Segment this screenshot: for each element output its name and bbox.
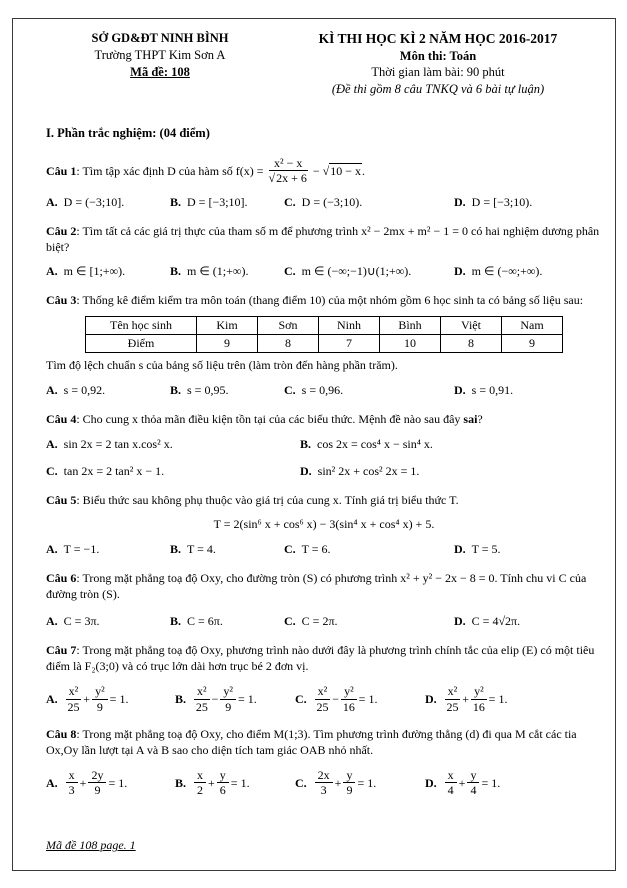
option-a [46, 264, 170, 280]
operator: + [462, 691, 470, 706]
question-5-options [46, 542, 602, 558]
fraction [88, 769, 106, 797]
fraction-numerator: y² [92, 685, 108, 700]
table-cell: 10 [380, 335, 441, 353]
operator: + [79, 775, 87, 790]
table-cell: 8 [441, 335, 502, 353]
option-b [170, 542, 284, 558]
option-label: A. [46, 264, 58, 279]
option-label: C. [295, 691, 307, 706]
option-text: tan 2x = 2 tan² x − 1. [63, 464, 165, 479]
table-cell: Nam [502, 317, 563, 335]
fraction-denominator: 25 [195, 699, 208, 714]
option-c [46, 464, 300, 480]
question-6-label: Câu 6 [46, 570, 77, 585]
question-5-text [46, 493, 602, 509]
question-3-after: Tìm độ lệch chuẩn s của bảng số liệu trên (làm tròn đến hàng phần trăm). [46, 358, 398, 373]
fraction-denominator: 4 [470, 783, 477, 798]
option-text: T = 6. [301, 541, 331, 556]
option-label: D. [425, 775, 437, 790]
option-c [295, 683, 425, 714]
question-4-options-row-1 [46, 437, 602, 453]
fraction-numerator: x² − x [269, 157, 308, 172]
option-text: T = 5. [471, 541, 501, 556]
fraction-numerator: 2x [315, 769, 333, 784]
option-d [454, 383, 602, 399]
option-label: A. [46, 382, 58, 397]
table-cell: Việt [441, 317, 502, 335]
option-text: m ∈ [1;+∞). [63, 264, 126, 279]
option-text: D = [−3;10]. [187, 195, 248, 209]
option-d [454, 614, 602, 630]
fraction-denominator: 25 [67, 699, 80, 714]
option-text: s = 0,92. [63, 382, 106, 397]
fraction-numerator: 2y [88, 769, 106, 784]
table-score-row [86, 335, 563, 353]
fraction-numerator: y [467, 769, 479, 784]
fraction-denominator: 9 [94, 783, 101, 798]
option-text: cos 2x = cos⁴ x − sin⁴ x. [317, 436, 433, 451]
question-1-options [46, 195, 602, 211]
option-label: B. [170, 541, 182, 556]
fraction [194, 769, 206, 797]
question-4-text [46, 412, 602, 428]
radicand: 2x + 6 [276, 171, 307, 186]
table-header-row [86, 317, 563, 335]
option-text: s = 0,96. [301, 382, 344, 397]
option-label: B. [170, 382, 182, 397]
option-label: D. [425, 691, 437, 706]
question-1 [46, 155, 602, 211]
fraction-numerator: y [217, 769, 229, 784]
header [46, 30, 602, 97]
fraction-numerator: x [445, 769, 457, 784]
fraction-denominator: 16 [472, 699, 485, 714]
option-text: C = 4√2π. [471, 614, 521, 629]
question-6-body: : Trong mặt phẳng toạ độ Oxy, cho đường tròn (S) có phương trình x² + y² − 2x − 8 = 0. Tính chu vi C của đường tròn (S). [46, 570, 587, 601]
question-4 [46, 412, 602, 480]
equals-part: = 1. [481, 775, 501, 790]
option-label: B. [175, 691, 187, 706]
operator: − [309, 163, 323, 178]
operator: + [83, 691, 91, 706]
option-c [284, 542, 454, 558]
option-label: D. [454, 264, 466, 279]
table-cell: Ninh [319, 317, 380, 335]
fraction-numerator: x [66, 769, 78, 784]
fraction-denominator: 25 [446, 699, 459, 714]
option-text: m ∈ (1;+∞). [187, 264, 249, 279]
table-cell: 7 [319, 335, 380, 353]
question-4-options-row-2 [46, 464, 602, 480]
table-cell: Điểm [86, 335, 197, 353]
option-a [46, 614, 170, 630]
option-label: D. [454, 541, 466, 556]
fraction-denominator: 25 [316, 699, 329, 714]
option-label: C. [284, 382, 296, 397]
operator: + [208, 775, 215, 790]
question-3-label: Câu 3 [46, 293, 77, 308]
option-label: B. [170, 614, 182, 629]
department-name: SỞ GD&ĐT NINH BÌNH [91, 31, 229, 45]
radical-sign: √ [322, 163, 330, 178]
question-3 [46, 293, 602, 398]
fraction-denominator: 6 [219, 783, 226, 798]
question-3-body: : Thống kê điểm kiểm tra môn toán (thang điểm 10) của một nhóm gồm 6 học sinh ta có bảng số liệu sau: [76, 293, 584, 308]
option-text: C = 2π. [301, 614, 338, 629]
option-label: A. [46, 436, 58, 451]
fraction [467, 769, 479, 797]
question-5 [46, 493, 602, 557]
question-8-text [46, 727, 602, 759]
question-8 [46, 727, 602, 798]
question-5-equation: T = 2(sin⁶ x + cos⁶ x) − 3(sin⁴ x + cos⁴ x) + 5. [213, 517, 435, 532]
fraction [66, 769, 78, 797]
option-c [295, 767, 425, 798]
option-d [454, 195, 602, 211]
option-b [175, 683, 295, 714]
operator: + [458, 775, 466, 790]
equals-part: = 1. [357, 775, 377, 790]
exam-code: Mã đề: 108 [130, 65, 190, 79]
option-text: sin² 2x + cos² 2x = 1. [317, 464, 420, 479]
fraction-numerator: y² [471, 685, 487, 700]
question-7-label: Câu 7 [46, 643, 77, 658]
question-7 [46, 643, 602, 714]
fraction-numerator: x [194, 769, 206, 784]
option-label: A. [46, 614, 58, 629]
fraction [220, 685, 236, 713]
table-cell: Sơn [258, 317, 319, 335]
table-cell: 9 [502, 335, 563, 353]
question-2-text [46, 224, 602, 256]
fraction [445, 685, 461, 713]
fraction [269, 157, 308, 185]
option-c [284, 383, 454, 399]
table-cell: Bình [380, 317, 441, 335]
question-6-text [46, 571, 602, 603]
option-label: B. [170, 264, 182, 279]
option-label: C. [46, 464, 58, 479]
fraction [341, 685, 357, 713]
equals-part: = 1. [109, 691, 129, 706]
fraction-numerator: x² [315, 685, 331, 700]
option-d [454, 542, 602, 558]
option-label: C. [284, 195, 296, 209]
fraction-numerator: y² [220, 685, 236, 700]
question-4-body: : Cho cung x thỏa mãn điều kiện tồn tại của các biểu thức. Mệnh đề nào sau đây [76, 411, 464, 426]
option-label: B. [175, 775, 187, 790]
question-1-intro: : Tìm tập xác định D của hàm số f(x) = [76, 163, 267, 178]
emphasized-word: sai [463, 411, 478, 426]
option-b [175, 767, 295, 798]
option-label: D. [454, 614, 466, 629]
exam-title: KÌ THI HỌC KÌ 2 NĂM HỌC 2016-2017 [318, 31, 558, 46]
question-7-body: : Trong mặt phẳng toạ độ Oxy, phương trình nào dưới đây là phương trình chính tắc của elip (E) có một tiêu điểm là F₂(3;0) và có trục lớn dài hơn trục bé 2 đơn vị. [46, 643, 595, 674]
option-label: A. [46, 691, 58, 706]
option-label: C. [284, 541, 296, 556]
option-label: D. [300, 464, 312, 479]
table-cell: Kim [197, 317, 258, 335]
question-5-label: Câu 5 [46, 493, 77, 508]
option-a [46, 767, 175, 798]
exam-note: (Đề thi gồm 8 câu TNKQ và 6 bài tự luận) [331, 81, 545, 96]
radical-sign: √ [268, 171, 276, 186]
equals-part: = 1. [108, 775, 128, 790]
option-label: A. [46, 541, 58, 556]
equals-part: = 1. [488, 691, 508, 706]
fraction-denominator: 2 [197, 783, 204, 798]
question-3-options [46, 383, 602, 399]
exam-duration: Thời gian làm bài: 90 phút [371, 65, 505, 80]
fraction-numerator: x² [445, 685, 461, 700]
question-8-options [46, 767, 602, 798]
option-label: C. [295, 775, 307, 790]
question-2-options [46, 264, 602, 280]
question-6-options [46, 614, 602, 630]
option-b [300, 437, 602, 453]
option-b [170, 614, 284, 630]
option-text: m ∈ (−∞;−1)∪(1;+∞). [301, 264, 412, 279]
fraction-denominator: 9 [96, 699, 103, 714]
score-table [85, 316, 563, 353]
fraction [471, 685, 487, 713]
page-footer: Mã đề 108 page. 1 [46, 838, 136, 852]
option-d [425, 767, 602, 798]
fraction-denominator: 16 [342, 699, 355, 714]
option-label: D. [454, 382, 466, 397]
fraction [66, 685, 82, 713]
question-8-label: Câu 8 [46, 727, 77, 742]
fraction [315, 769, 333, 797]
period: . [362, 163, 366, 178]
question-4-label: Câu 4 [46, 411, 77, 426]
option-a [46, 195, 170, 211]
question-mark: ? [477, 411, 483, 426]
table-cell: 8 [258, 335, 319, 353]
question-3-text [46, 293, 602, 309]
table-cell: Tên học sinh [86, 317, 197, 335]
school-name: Trường THPT Kim Sơn A [94, 47, 226, 62]
fraction [445, 769, 457, 797]
question-8-body: : Trong mặt phẳng toạ độ Oxy, cho điểm M(1;3). Tìm phương trình đường thẳng (d) đi qua M cắt các tia Ox,Oy lần lượt tại A và B sao cho diện tích tam giác OAB nhỏ nhất. [46, 727, 577, 757]
fraction-denominator: 9 [346, 783, 353, 798]
option-label: A. [46, 195, 58, 209]
page-content [46, 30, 602, 798]
option-text: s = 0,95. [187, 382, 229, 397]
exam-subject: Môn thi: Toán [399, 48, 477, 63]
option-label: B. [300, 436, 312, 451]
equals-part: = 1. [238, 691, 257, 706]
option-b [170, 383, 284, 399]
question-1-label: Câu 1 [46, 163, 77, 178]
section-title: I. Phần trắc nghiệm: (04 điểm) [46, 126, 210, 141]
fraction [343, 769, 355, 797]
fraction-denominator: 4 [447, 783, 454, 798]
option-text: C = 6π. [187, 614, 223, 629]
option-text: m ∈ (−∞;+∞). [471, 264, 543, 279]
fraction-denominator [269, 171, 308, 185]
option-a [46, 542, 170, 558]
fraction-numerator: x² [194, 685, 210, 700]
fraction-denominator: 9 [225, 699, 232, 714]
option-label: B. [170, 195, 182, 209]
option-label: C. [284, 264, 296, 279]
fraction [92, 685, 108, 713]
option-c [284, 264, 454, 280]
fraction-denominator: 3 [320, 783, 327, 798]
option-text: sin 2x = 2 tan x.cos² x. [63, 436, 173, 451]
option-d [300, 464, 602, 480]
table-cell: 9 [197, 335, 258, 353]
fraction-numerator: y [343, 769, 355, 784]
radicand: 10 − x [330, 163, 362, 178]
question-2-label: Câu 2 [46, 223, 77, 238]
operator: + [334, 775, 342, 790]
option-label: C. [284, 614, 296, 629]
option-text: D = (−3;10). [301, 195, 363, 209]
option-label: D. [454, 195, 466, 209]
fraction-numerator: x² [66, 685, 82, 700]
option-text: D = [−3;10). [471, 195, 533, 209]
option-text: T = 4. [187, 541, 216, 556]
option-a [46, 383, 170, 399]
operator: − [211, 691, 219, 706]
fraction-numerator: y² [341, 685, 357, 700]
option-c [284, 614, 454, 630]
option-d [425, 683, 602, 714]
option-text: C = 3π. [63, 614, 100, 629]
option-label: A. [46, 775, 58, 790]
operator: − [332, 691, 340, 706]
option-d [454, 264, 602, 280]
fraction [315, 685, 331, 713]
fraction [217, 769, 229, 797]
question-6 [46, 571, 602, 630]
option-text: s = 0,91. [471, 382, 514, 397]
question-2-body: : Tìm tất cả các giá trị thực của tham số m để phương trình x² − 2mx + m² − 1 = 0 có hai nghiệm dương phân biệt? [46, 223, 600, 254]
option-b [170, 264, 284, 280]
question-7-options [46, 683, 602, 714]
equals-part: = 1. [358, 691, 378, 706]
option-b [170, 195, 284, 211]
option-c [284, 195, 454, 211]
equals-part: = 1. [230, 775, 250, 790]
question-1-text [46, 155, 602, 186]
fraction-denominator: 3 [68, 783, 75, 798]
question-2 [46, 224, 602, 280]
header-exam-block [274, 30, 602, 97]
fraction [194, 685, 210, 713]
question-5-body: : Biểu thức sau không phụ thuộc vào giá trị của cung x. Tính giá trị biểu thức T. [76, 493, 459, 508]
option-text: D = (−3;10]. [63, 195, 125, 209]
option-a [46, 437, 300, 453]
option-a [46, 683, 175, 714]
question-7-text [46, 643, 602, 675]
header-school-block [46, 30, 274, 97]
option-text: T = −1. [63, 541, 100, 556]
